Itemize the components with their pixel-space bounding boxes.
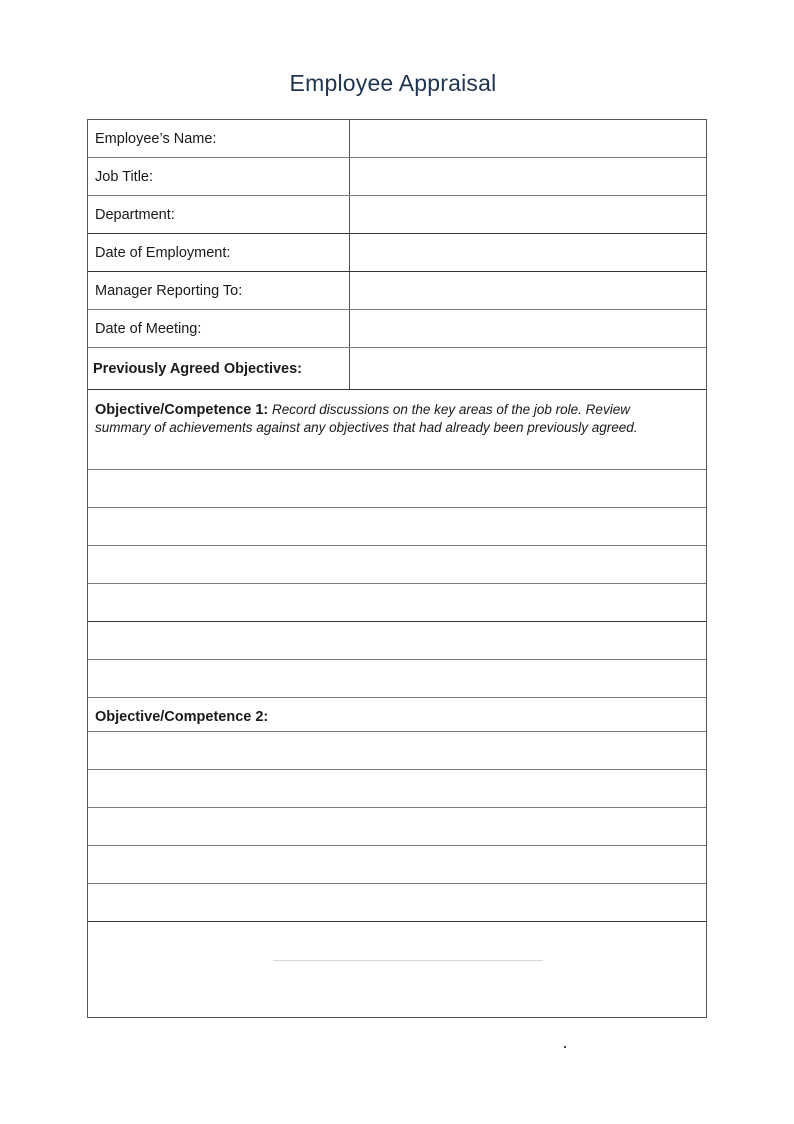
objective-1-line[interactable] (88, 508, 706, 546)
objective-1-text (95, 401, 686, 437)
page-mark (564, 1046, 566, 1048)
detail-row-department (88, 196, 706, 234)
detail-label: Date of Meeting: (88, 310, 350, 347)
detail-label: Employee’s Name: (88, 120, 350, 157)
objective-1-line[interactable] (88, 622, 706, 660)
detail-label: Previously Agreed Objectives: (88, 348, 350, 389)
objective-1-heading: Objective/Competence 1: (95, 402, 269, 418)
objective-1-line[interactable] (88, 470, 706, 508)
detail-row-date-of-employment (88, 234, 706, 272)
objective-1-line[interactable] (88, 660, 706, 698)
detail-label: Manager Reporting To: (88, 272, 350, 309)
detail-row-manager (88, 272, 706, 310)
job-title-field[interactable] (350, 158, 706, 195)
date-of-meeting-field[interactable] (350, 310, 706, 347)
detail-label: Department: (88, 196, 350, 233)
detail-label: Date of Employment: (88, 234, 350, 271)
previous-objectives-field[interactable] (350, 348, 706, 389)
objective-1-description: Record discussions on the key areas of the job role. Review summary of achievements against any objectives that had already been previously agreed. (95, 402, 638, 435)
objective-2-line[interactable] (88, 922, 706, 960)
objective-1-header (88, 390, 706, 470)
department-field[interactable] (350, 196, 706, 233)
divider (273, 960, 543, 961)
objective-2-text (95, 708, 686, 726)
detail-row-date-of-meeting (88, 310, 706, 348)
detail-row-job-title (88, 158, 706, 196)
page-title: Employee Appraisal (289, 70, 497, 96)
objective-2-line[interactable] (88, 732, 706, 770)
objective-2-header (88, 698, 706, 732)
objective-2-line[interactable] (88, 960, 706, 1017)
objective-2-heading: Objective/Competence 2: (95, 709, 269, 725)
detail-label: Job Title: (88, 158, 350, 195)
manager-reporting-to-field[interactable] (350, 272, 706, 309)
objective-1-line[interactable] (88, 546, 706, 584)
objective-1-line[interactable] (88, 584, 706, 622)
date-of-employment-field[interactable] (350, 234, 706, 271)
objective-2-line[interactable] (88, 884, 706, 922)
objective-2-line[interactable] (88, 770, 706, 808)
objective-2-line[interactable] (88, 808, 706, 846)
employee-name-field[interactable] (350, 120, 706, 157)
objective-2-line[interactable] (88, 846, 706, 884)
detail-row-employee-name (88, 120, 706, 158)
detail-row-previous-objectives (88, 348, 706, 390)
appraisal-form (87, 119, 707, 1018)
